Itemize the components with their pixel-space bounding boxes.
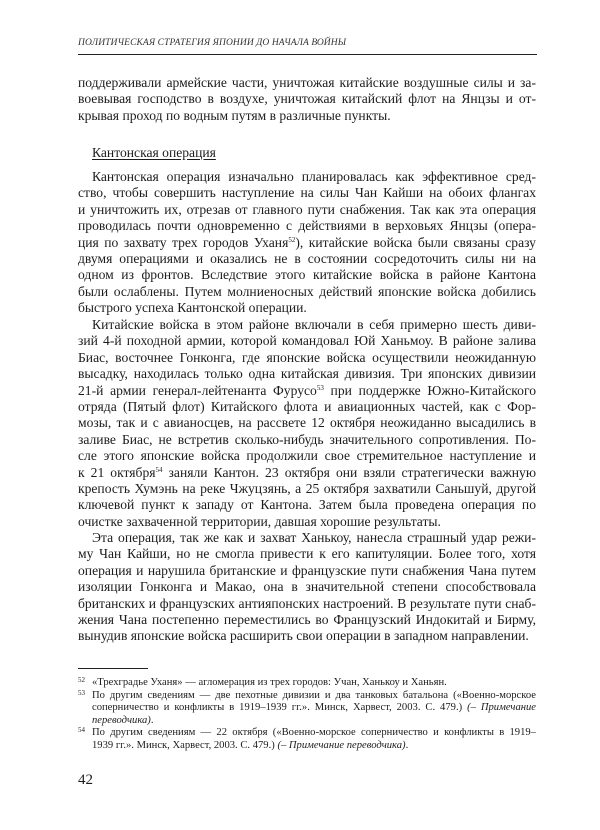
footnote-line: переводчика). bbox=[92, 714, 154, 726]
footnote-rule bbox=[78, 668, 148, 669]
paragraph-line: двумя операциями и оказались не в состоянии сосредоточить силы ни на bbox=[78, 251, 536, 266]
footnote-note: (– Примечание переводчика) bbox=[277, 740, 406, 751]
paragraph-line: очистке захваченной территории, давшая хорошие результаты. bbox=[78, 513, 441, 529]
paragraph-line: заливе Биас, не встретив сколько-нибудь значительного сопротивления. По- bbox=[78, 431, 536, 447]
paragraph-line: крепость Хумэнь на реке Чжуцзянь, а 25 октября захватили Саньшуй, другой bbox=[78, 481, 536, 496]
paragraph-line: поддерживали армейские части, уничтожая китайские воздушные силы и за- bbox=[78, 75, 536, 90]
footnote-ref: 52 bbox=[288, 235, 296, 244]
paragraph-line: Эта операция, так же как и захват Ханькоу, нанесла страшный удар режи- bbox=[92, 530, 536, 545]
footnote-number: 54 bbox=[78, 726, 85, 735]
paragraph-line: операция и нарушила британские и французские пути снабжения Чана путем bbox=[78, 562, 536, 578]
paragraph-line: были ослаблены. Путем молниеносных действий японские войска добились bbox=[78, 283, 536, 299]
footnote-line: По другим сведениям — 22 октября («Военно-морское соперничество и конфликты в 1919– bbox=[92, 727, 536, 739]
footnote-line: «Трехградье Уханя» — агломерация из трех городов: Учан, Ханькоу и Ханьян. bbox=[92, 677, 447, 688]
paragraph-line: 21-й армии генерал-лейтенанта Фурусо$^{53}$ при поддержке Южно-Китайского bbox=[78, 382, 536, 398]
footnote-ref: 54 bbox=[155, 465, 163, 474]
paragraph-line: сле этого японские войска продолжили свое стремительное наступление и bbox=[78, 448, 536, 464]
footnote-ref: 53 bbox=[316, 383, 324, 392]
paragraph-line: проводилась почти одновременно с действиями в верховьях Янцзы (опера- bbox=[78, 218, 536, 234]
paragraph-line: ство, чтобы совершить наступление на силы Чан Кайши на обоих флангах bbox=[78, 185, 536, 201]
paragraph-line: и уничтожить их, отрезав от главного пути снабжения. Так как эта операция bbox=[78, 201, 536, 217]
footnote-note: (– Примечание bbox=[467, 702, 536, 714]
paragraph-line: зий 4-й походной армии, которой командовал Юй Ханьмоу. В районе залива bbox=[78, 333, 536, 349]
paragraph-line: к 21 октября$^{54}$ заняли Кантон. 23 октября они взяли стратегически важную bbox=[78, 464, 536, 480]
paragraph-line: ключевой пункт к западу от Кантона. Затем была проведена операция по bbox=[78, 497, 536, 513]
header-rule bbox=[78, 54, 537, 55]
paragraph-line: ция по захвату трех городов Уханя$^{52}$), китайские войска были связаны сразу bbox=[78, 234, 536, 250]
section-heading: Кантонская операция bbox=[92, 145, 216, 160]
footnote-number: 53 bbox=[78, 688, 85, 697]
footnote-number: 52 bbox=[78, 676, 85, 684]
footnote-line: 1939 гг.». Минск, Харвест, 2003. С. 479.) (– Примечание переводчика). bbox=[92, 740, 409, 751]
paragraph-line: отряда (Пятый флот) Китайского флота и авиационных частей, как с Фор- bbox=[78, 399, 536, 414]
paragraph-line: Китайские войска в этом районе включали в себя примерно шесть диви- bbox=[92, 317, 536, 332]
paragraph-line: вынудив японские войска расширить свои операции в западном направлении. bbox=[78, 628, 529, 644]
paragraph-line: воевывая господство в воздухе, уничтожая китайский флот на Янцзы и от- bbox=[78, 91, 536, 107]
paragraph-line: крывая проход по водным путям в различные пункты. bbox=[78, 107, 391, 123]
footnote-note: переводчика) bbox=[92, 714, 151, 726]
footnote-line: соперничество и конфликты в 1919–1939 гг.». Минск, Харвест, 2003. С. 479.) (– Примечание bbox=[92, 702, 536, 714]
paragraph-line: британских и французских антияпонских настроений. В результате пути снаб- bbox=[78, 595, 536, 611]
paragraph-line: му Чан Кайши, но не смогла привести к его капитуляции. Более того, хотя bbox=[78, 546, 536, 562]
paragraph-line: высадку, находилась только одна китайская дивизия. Три японских дивизии bbox=[78, 366, 536, 382]
paragraph-line: Биас, восточнее Гонконга, где японские войска осуществили неожиданную bbox=[78, 349, 536, 365]
paragraph-line: изоляции Гонконга и Макао, она в значительной степени способствовала bbox=[78, 579, 536, 595]
paragraph-line: быстрого успеха Кантонской операции. bbox=[78, 300, 307, 316]
paragraph-line: Кантонская операция изначально планировалась как эффективное сред- bbox=[92, 169, 536, 184]
paragraph-line: мозы, так и с авианосцев, на рассвете 12 октября неожиданно высадились в bbox=[78, 415, 536, 431]
paragraph-line: жения Чана постепенно переместились во Французский Индокитай и Бирму, bbox=[78, 612, 536, 627]
footnote-line: По другим сведениям — две пехотные дивизии и два танковых батальона («Военно-морское bbox=[92, 689, 536, 701]
paragraph-line: одном из фронтов. Вследствие этого китайские войска в районе Кантона bbox=[78, 267, 536, 283]
running-head: ПОЛИТИЧЕСКАЯ СТРАТЕГИЯ ЯПОНИИ ДО НАЧАЛА ВОЙНЫ bbox=[78, 38, 347, 48]
page-number: 42 bbox=[78, 772, 93, 788]
